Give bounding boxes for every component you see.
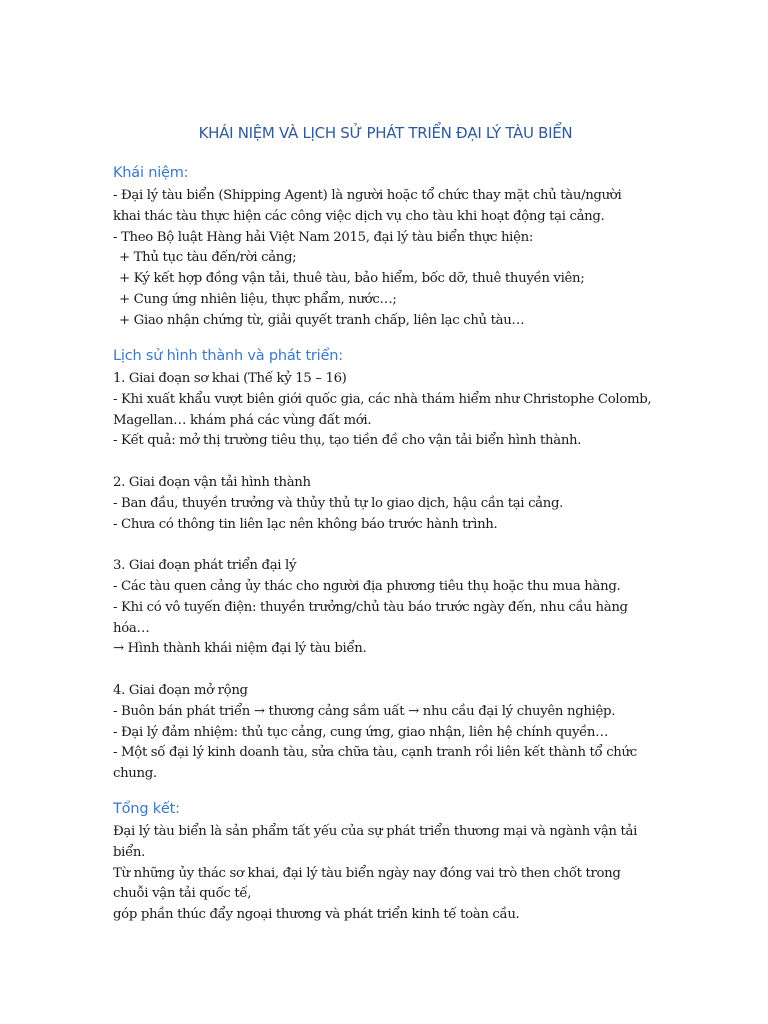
history-heading: Lịch sử hình thành và phát triển: [113, 348, 343, 364]
stage-4-line: - Buôn bán phát triển → thương cảng sầm uất → nhu cầu đại lý chuyên nghiệp. [113, 703, 616, 719]
summary-line: góp phần thúc đẩy ngoại thương và phát triển kinh tế toàn cầu. [113, 907, 520, 923]
concept-section [113, 162, 658, 332]
stage-3-title: 3. Giai đoạn phát triển đại lý [113, 558, 297, 574]
page-title: KHÁI NIỆM VÀ LỊCH SỬ PHÁT TRIỂN ĐẠI LÝ TÀU BIỂN [198, 124, 573, 142]
stage-3-line: - Các tàu quen cảng ủy thác cho người địa phương tiêu thụ hoặc thu mua hàng. [113, 578, 621, 594]
concept-line: - Theo Bộ luật Hàng hải Việt Nam 2015, đại lý tàu biển thực hiện: [113, 229, 533, 245]
stage-2-title: 2. Giai đoạn vận tải hình thành [113, 474, 311, 490]
stage-4-line: - Một số đại lý kinh doanh tàu, sửa chữa tàu, cạnh tranh rồi liên kết thành tổ chức [113, 745, 637, 761]
concept-bullet: + Cung ứng nhiên liệu, thực phẩm, nước…; [119, 291, 397, 307]
summary-line: chuỗi vận tải quốc tế, [113, 886, 252, 902]
summary-line: biển. [113, 844, 145, 860]
concept-line: - Đại lý tàu biển (Shipping Agent) là người hoặc tổ chức thay mặt chủ tàu/người [113, 188, 622, 203]
concept-line: khai thác tàu thực hiện các công việc dịch vụ cho tàu khi hoạt động tại cảng. [113, 208, 605, 224]
stage-3-line: → Hình thành khái niệm đại lý tàu biển. [113, 641, 367, 657]
stage-1-title: 1. Giai đoạn sơ khai (Thế kỷ 15 – 16) [113, 371, 347, 386]
paragraph-gap [113, 535, 658, 556]
stage-2-line: - Ban đầu, thuyền trưởng và thủy thủ tự lo giao dịch, hậu cần tại cảng. [113, 495, 564, 511]
stage-3-line: hóa… [113, 620, 150, 636]
history-section [113, 345, 658, 785]
stage-1-line: - Khi xuất khẩu vượt biên giới quốc gia, các nhà thám hiểm như Christophe Colomb, [113, 391, 652, 407]
concept-bullet: + Thủ tục tàu đến/rời cảng; [119, 250, 297, 266]
paragraph-gap [113, 660, 658, 681]
stage-2-line: - Chưa có thông tin liên lạc nên không báo trước hành trình. [113, 516, 498, 532]
concept-heading: Khái niệm: [113, 165, 189, 181]
stage-1-line: - Kết quả: mở thị trường tiêu thụ, tạo tiền đề cho vận tải biển hình thành. [113, 433, 582, 449]
stage-3-line: - Khi có vô tuyến điện: thuyền trưởng/chủ tàu báo trước ngày đến, nhu cầu hàng [113, 599, 628, 615]
summary-section [113, 798, 658, 926]
summary-heading: Tổng kết: [113, 801, 180, 817]
stage-4-title: 4. Giai đoạn mở rộng [113, 682, 248, 698]
concept-bullet: + Giao nhận chứng từ, giải quyết tranh chấp, liên lạc chủ tàu… [119, 312, 525, 328]
summary-line: Đại lý tàu biển là sản phẩm tất yếu của sự phát triển thương mại và ngành vận tải [113, 824, 637, 839]
stage-1-line: Magellan… khám phá các vùng đất mới. [113, 412, 372, 428]
summary-line: Từ những ủy thác sơ khai, đại lý tàu biển ngày nay đóng vai trò then chốt trong [113, 865, 621, 881]
stage-4-line: chung. [113, 766, 157, 782]
concept-bullet: + Ký kết hợp đồng vận tải, thuê tàu, bảo hiểm, bốc dỡ, thuê thuyền viên; [119, 271, 585, 287]
stage-4-line: - Đại lý đảm nhiệm: thủ tục cảng, cung ứng, giao nhận, liên hệ chính quyền… [113, 724, 609, 740]
paragraph-gap [113, 452, 658, 473]
